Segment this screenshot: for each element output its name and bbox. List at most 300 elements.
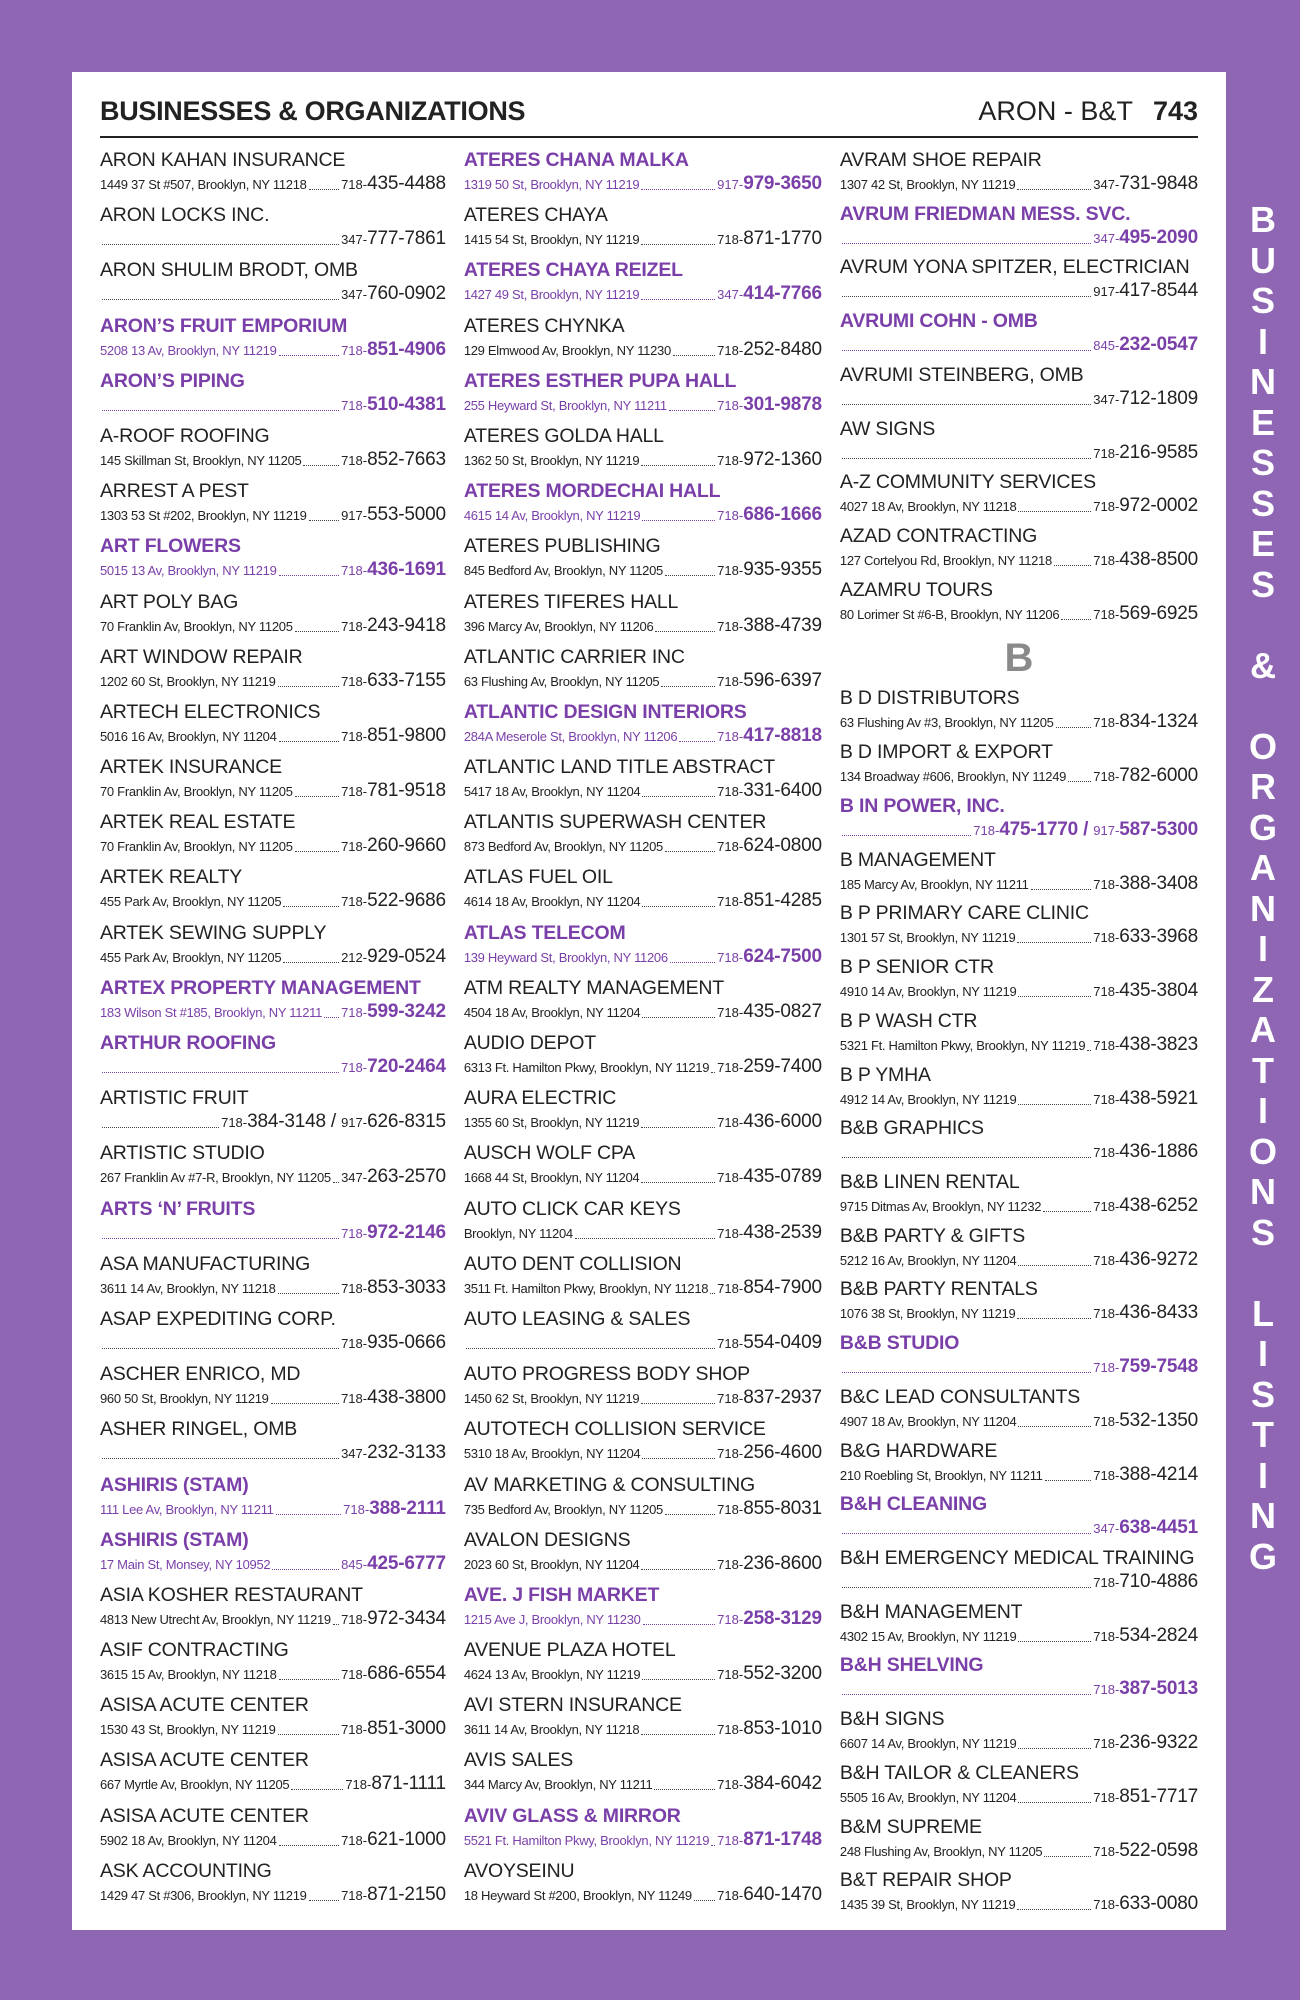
listing-detail xyxy=(840,388,1198,411)
dot-leader xyxy=(641,1569,715,1570)
phone-prefix: 718- xyxy=(1093,1628,1120,1644)
listing-phone xyxy=(1093,442,1198,465)
side-tab-label xyxy=(1226,200,1300,1820)
listing-name: ART POLY BAG xyxy=(100,590,239,613)
listing-address: 1303 53 St #202, Brooklyn, NY 11219 xyxy=(100,508,307,524)
dot-leader xyxy=(1018,1426,1091,1427)
phone-number: 853-3033 xyxy=(367,1276,446,1298)
listing-phone xyxy=(717,1056,822,1079)
listing-phone xyxy=(717,559,822,582)
phone-prefix: 718- xyxy=(1093,553,1120,569)
listing-detail xyxy=(464,173,822,196)
range-label: ARON - B&T xyxy=(978,95,1133,126)
phone-number: 436-9272 xyxy=(1119,1248,1198,1270)
phone-number: 871-1770 xyxy=(743,228,822,250)
listing-address: 185 Marcy Av, Brooklyn, NY 11211 xyxy=(839,876,1029,892)
listing-name: B&B PARTY RENTALS xyxy=(839,1278,1038,1301)
listing-detail xyxy=(464,1277,822,1300)
phone-prefix: 718- xyxy=(1093,1736,1120,1752)
phone-number: 384-3148 xyxy=(247,1111,326,1133)
listing-entry xyxy=(464,369,822,424)
phone-prefix: 718- xyxy=(341,1004,368,1020)
phone-number: 232-0547 xyxy=(1119,334,1198,356)
listing-detail xyxy=(100,1387,446,1410)
listing-entry xyxy=(840,1331,1198,1385)
listing-phone xyxy=(341,173,446,196)
listing-detail xyxy=(100,339,446,362)
side-letter: I xyxy=(1257,928,1268,969)
listing-detail xyxy=(840,1356,1198,1379)
side-letter: Z xyxy=(1252,968,1274,1010)
phone-prefix: 212- xyxy=(341,949,368,965)
listing-phone xyxy=(341,1829,446,1852)
listing-detail xyxy=(840,1517,1198,1540)
listing-address: 4624 13 Av, Brooklyn, NY 11219 xyxy=(463,1667,641,1683)
side-letter xyxy=(1258,605,1268,646)
listing-entry xyxy=(100,1804,446,1859)
listing-entry xyxy=(840,1116,1198,1170)
phone-prefix: 718- xyxy=(717,508,744,524)
listing-phone xyxy=(341,394,446,417)
listing-phone xyxy=(717,1442,822,1465)
phone-prefix: 718- xyxy=(1093,1145,1120,1161)
listing-address: 267 Franklin Av #7-R, Brooklyn, NY 11205 xyxy=(100,1170,331,1186)
listing-entry xyxy=(464,1748,822,1803)
listing-name: A-ROOF ROOFING xyxy=(100,424,270,447)
phone-prefix: 718- xyxy=(717,1060,744,1075)
listing-phone xyxy=(341,559,446,582)
phone-number: 252-8480 xyxy=(743,338,822,360)
listing-name: ARTISTIC FRUIT xyxy=(100,1087,249,1110)
dot-leader xyxy=(1087,1050,1091,1051)
listing-detail xyxy=(464,1056,822,1079)
listing-address: 80 Lorimer St #6-B, Brooklyn, NY 11206 xyxy=(839,606,1060,622)
listing-phone xyxy=(1093,1141,1198,1164)
listing-detail xyxy=(100,1663,446,1686)
listing-entry xyxy=(100,148,446,203)
phone-prefix: 718- xyxy=(717,1115,744,1131)
dot-leader xyxy=(1017,1318,1091,1319)
listing-phone xyxy=(341,670,446,693)
phone-number: 263-2570 xyxy=(367,1166,446,1188)
listing-detail xyxy=(464,1829,822,1852)
phone-prefix: 718- xyxy=(1093,876,1120,892)
dot-leader xyxy=(641,1127,715,1128)
listing-detail xyxy=(100,1498,446,1521)
phone-prefix: 718- xyxy=(717,1446,744,1462)
listing-detail xyxy=(840,1249,1198,1272)
dot-leader xyxy=(324,1017,339,1018)
phone-prefix: 718- xyxy=(717,1667,744,1683)
listing-detail xyxy=(464,283,822,306)
listing-name: AVE. J FISH MARKET xyxy=(463,1583,660,1606)
dot-leader xyxy=(842,458,1091,459)
listing-entry xyxy=(100,590,446,645)
listing-entry xyxy=(100,810,446,865)
phone-prefix: 718- xyxy=(341,1722,368,1738)
listing-phone xyxy=(1093,280,1198,303)
listing-address: 210 Roebling St, Brooklyn, NY 11211 xyxy=(839,1467,1043,1483)
listing-detail xyxy=(840,1302,1198,1325)
listing-entry xyxy=(464,1141,822,1196)
listing-entry xyxy=(840,1492,1198,1546)
listing-name: B&G HARDWARE xyxy=(839,1439,998,1462)
phone-number: 852-7663 xyxy=(367,448,446,470)
listing-phone xyxy=(717,780,822,803)
dot-leader xyxy=(283,906,339,907)
phone-number: 686-1666 xyxy=(743,504,822,526)
dot-leader xyxy=(102,1348,339,1349)
listing-phone xyxy=(1093,873,1198,896)
phone-prefix: 718- xyxy=(341,452,368,468)
phone-number: 640-1470 xyxy=(743,1883,822,1905)
dot-leader xyxy=(710,1293,715,1294)
side-letter: E xyxy=(1250,401,1275,443)
listing-phone xyxy=(717,835,822,858)
listing-phone xyxy=(717,449,822,472)
listing-name: AUSCH WOLF CPA xyxy=(463,1142,636,1165)
listing-detail xyxy=(464,890,822,913)
listing-name: B&C LEAD CONSULTANTS xyxy=(839,1385,1081,1408)
listing-detail xyxy=(100,1277,446,1300)
listing-name: AUTO DENT COLLISION xyxy=(463,1252,682,1275)
listing-phone xyxy=(341,1608,446,1631)
phone-number: 851-9800 xyxy=(367,724,446,746)
listing-address: 1076 38 St, Brooklyn, NY 11219 xyxy=(839,1306,1016,1322)
listing-entry xyxy=(100,1141,446,1196)
listing-name: B IN POWER, INC. xyxy=(839,794,1005,817)
listing-name: ARTS ‘N’ FRUITS xyxy=(100,1197,256,1220)
listing-name: B MANAGEMENT xyxy=(839,848,996,871)
listing-detail xyxy=(840,819,1198,842)
listing-phone xyxy=(1093,388,1198,411)
phone-number: 712-1809 xyxy=(1119,387,1198,409)
listing-name: ASAP EXPEDITING CORP. xyxy=(100,1307,336,1330)
listing-address: 4910 14 Av, Brooklyn, NY 11219 xyxy=(839,984,1017,1000)
phone-prefix: 718- xyxy=(717,397,744,413)
phone-prefix: 718- xyxy=(717,1391,744,1407)
listing-address: 4302 15 Av, Brooklyn, NY 11219 xyxy=(839,1628,1017,1644)
listing-phone xyxy=(1093,227,1198,250)
listing-detail xyxy=(464,780,822,803)
listing-phone xyxy=(717,283,822,306)
dot-leader xyxy=(278,686,340,687)
listing-detail xyxy=(100,173,446,196)
listing-name: ASIF CONTRACTING xyxy=(100,1639,289,1662)
side-letter: A xyxy=(1250,1009,1276,1050)
listing-phone xyxy=(717,1001,822,1024)
listing-entry xyxy=(100,369,446,424)
dot-leader xyxy=(641,244,715,245)
listing-address: 1530 43 St, Brooklyn, NY 11219 xyxy=(100,1722,276,1738)
listing-entry xyxy=(840,255,1198,309)
listing-name: ATERES PUBLISHING xyxy=(463,535,661,558)
listing-name: ASISA ACUTE CENTER xyxy=(100,1749,309,1772)
dot-leader xyxy=(642,520,715,521)
phone-prefix: 718- xyxy=(341,1335,368,1351)
dot-leader xyxy=(1017,942,1091,943)
listing-detail xyxy=(464,1332,822,1355)
listing-address: 1202 60 St, Brooklyn, NY 11219 xyxy=(100,673,276,689)
listing-address: 6607 14 Av, Brooklyn, NY 11219 xyxy=(839,1736,1017,1752)
listing-entry xyxy=(840,1815,1198,1869)
listing-address: 18 Heyward St #200, Brooklyn, NY 11249 xyxy=(463,1887,692,1903)
listing-detail xyxy=(100,890,446,913)
phone-number: 777-7861 xyxy=(367,228,446,250)
side-letter: I xyxy=(1257,1090,1268,1131)
dot-leader xyxy=(642,906,715,907)
dot-leader xyxy=(1061,619,1091,620)
listing-entry xyxy=(100,700,446,755)
dot-leader xyxy=(303,465,339,466)
phone-prefix: 718- xyxy=(717,1501,744,1517)
dot-leader xyxy=(309,520,340,521)
listing-name: ATERES TIFERES HALL xyxy=(463,590,679,613)
dot-leader xyxy=(842,243,1091,244)
listing-detail xyxy=(100,1332,446,1355)
listing-phone xyxy=(717,394,822,417)
phone-prefix: 917- xyxy=(1093,284,1120,300)
phone-prefix: 718- xyxy=(717,784,744,800)
listing-detail xyxy=(840,280,1198,303)
listing-detail xyxy=(840,549,1198,572)
phone-number: 972-0002 xyxy=(1119,495,1198,517)
listing-name: B P SENIOR CTR xyxy=(839,956,994,979)
dot-leader xyxy=(654,1789,715,1790)
listing-entry xyxy=(464,921,822,976)
listing-name: ASHIRIS (STAM) xyxy=(100,1473,249,1496)
dot-leader xyxy=(679,741,715,742)
phone-number: 569-6925 xyxy=(1119,602,1198,624)
side-letter: U xyxy=(1250,239,1276,281)
phone-prefix: 718- xyxy=(717,673,744,689)
listing-phone xyxy=(341,1884,446,1907)
listing-phone xyxy=(717,1718,822,1741)
dot-leader xyxy=(842,1157,1091,1158)
listing-address: 4614 18 Av, Brooklyn, NY 11204 xyxy=(463,894,641,910)
phone-number: 475-1770 xyxy=(999,818,1079,840)
dot-leader xyxy=(309,189,340,190)
listing-entry xyxy=(840,363,1198,417)
phone-number: 929-0524 xyxy=(367,945,446,967)
phone-number: 851-4285 xyxy=(743,890,822,912)
listing-address: 1307 42 St, Brooklyn, NY 11219 xyxy=(839,177,1016,192)
listing-detail xyxy=(464,339,822,362)
dot-leader xyxy=(655,631,715,632)
listing-phone xyxy=(343,1498,446,1521)
side-letter: E xyxy=(1250,523,1275,564)
phone-prefix: 718- xyxy=(1093,769,1120,785)
listing-address: 284A Meserole St, Brooklyn, NY 11206 xyxy=(463,728,678,744)
listing-detail xyxy=(464,835,822,858)
listing-phone xyxy=(341,504,446,527)
dot-leader xyxy=(1044,1856,1091,1857)
listing-name: B&H CLEANING xyxy=(839,1493,988,1516)
listing-entry xyxy=(100,1528,446,1583)
listing-address: 3611 14 Av, Brooklyn, NY 11218 xyxy=(100,1280,276,1296)
phone-number: 851-3000 xyxy=(367,1718,446,1740)
listing-address: 4907 18 Av, Brooklyn, NY 11204 xyxy=(839,1413,1017,1429)
listing-detail xyxy=(464,1884,822,1907)
listing-entry xyxy=(464,590,822,645)
listing-entry xyxy=(100,1307,446,1362)
listing-name: ASHER RINGEL, OMB xyxy=(100,1418,298,1441)
listing-detail xyxy=(464,1663,822,1686)
listing-phone xyxy=(341,780,446,803)
listing-phone xyxy=(717,1332,822,1355)
phone-number: 387-5013 xyxy=(1119,1678,1198,1700)
dot-leader xyxy=(102,1458,339,1459)
phone-number: 552-3200 xyxy=(743,1663,822,1685)
listing-phone xyxy=(717,725,822,748)
listing-address: 145 Skillman St, Brooklyn, NY 11205 xyxy=(100,452,302,468)
side-letter: S xyxy=(1250,563,1275,605)
listing-address: 111 Lee Av, Brooklyn, NY 11211 xyxy=(100,1501,274,1517)
phone-prefix: 718- xyxy=(1093,930,1120,946)
phone-prefix: 917- xyxy=(341,1115,368,1131)
phone-prefix: 718- xyxy=(717,1335,744,1351)
phone-number: 388-4214 xyxy=(1119,1463,1198,1485)
dot-leader xyxy=(309,1900,340,1901)
side-letter: I xyxy=(1257,1454,1268,1496)
listing-entry xyxy=(840,955,1198,1009)
page-header xyxy=(100,86,1198,138)
side-letter: S xyxy=(1250,280,1275,321)
listing-name: ARTEK INSURANCE xyxy=(100,756,282,779)
listing-phone xyxy=(341,725,446,748)
phone-number: 621-1000 xyxy=(367,1828,446,1850)
listing-name: AVRUMI COHN - OMB xyxy=(839,310,1038,333)
listing-detail xyxy=(464,1773,822,1796)
dot-leader xyxy=(102,1238,339,1239)
phone-number: 435-4488 xyxy=(367,173,446,194)
side-letter: S xyxy=(1250,442,1275,483)
dot-leader xyxy=(641,299,715,300)
listing-columns xyxy=(100,148,1198,1922)
phone-number: 834-1324 xyxy=(1119,711,1198,733)
listing-name: AZAD CONTRACTING xyxy=(839,525,1038,548)
dot-leader xyxy=(575,1238,715,1239)
dot-leader xyxy=(295,796,339,797)
phone-number: 633-3968 xyxy=(1119,926,1198,948)
phone-prefix: 718- xyxy=(1093,1467,1120,1483)
listing-name: AV MARKETING & CONSULTING xyxy=(463,1473,755,1496)
dot-leader xyxy=(711,1845,715,1846)
side-letter: S xyxy=(1250,1373,1275,1415)
listing-entry xyxy=(100,865,446,920)
phone-number: 837-2937 xyxy=(743,1387,822,1409)
phone-prefix: 718- xyxy=(717,232,744,248)
phone-prefix: 718- xyxy=(1093,1789,1120,1805)
listing-address: 70 Franklin Av, Brooklyn, NY 11205 xyxy=(100,784,293,800)
listing-address: 1319 50 St, Brooklyn, NY 11219 xyxy=(463,177,640,192)
listing-address: 873 Bedford Av, Brooklyn, NY 11205 xyxy=(463,839,663,855)
listing-name: ASHIRIS (STAM) xyxy=(100,1528,249,1551)
phone-number: 782-6000 xyxy=(1119,765,1198,787)
listing-name: AVRUMI STEINBERG, OMB xyxy=(839,363,1084,386)
listing-name: B&H TAILOR & CLEANERS xyxy=(839,1761,1079,1784)
listing-phone xyxy=(341,615,446,638)
listing-name: ATLAS FUEL OIL xyxy=(463,866,613,889)
phone-prefix: 718- xyxy=(1093,1306,1120,1322)
listing-entry xyxy=(840,1224,1198,1278)
listing-name: ATLAS TELECOM xyxy=(463,921,626,944)
listing-name: ARTECH ELECTRONICS xyxy=(100,700,321,723)
listing-entry xyxy=(464,1693,822,1748)
listing-address: 845 Bedford Av, Brooklyn, NY 11205 xyxy=(463,563,663,579)
listing-address: 183 Wilson St #185, Brooklyn, NY 11211 xyxy=(100,1004,323,1020)
phone-prefix: 718- xyxy=(341,1832,368,1848)
listing-phone xyxy=(717,670,822,693)
phone-number: 871-1111 xyxy=(371,1773,446,1795)
phone-number: 414-7766 xyxy=(743,283,822,305)
listing-entry xyxy=(100,755,446,810)
listing-entry xyxy=(100,1197,446,1252)
side-letter: I xyxy=(1257,1333,1268,1374)
listing-name: ATERES ESTHER PUPA HALL xyxy=(463,369,737,392)
listing-address: 5521 Ft. Hamilton Pkwy, Brooklyn, NY 11219 xyxy=(463,1832,710,1848)
phone-prefix: 718- xyxy=(717,1887,744,1903)
phone-number: 686-6554 xyxy=(367,1663,446,1685)
listing-entry xyxy=(840,1385,1198,1439)
listing-entry xyxy=(464,1638,822,1693)
listing-entry xyxy=(464,314,822,369)
listing-entry xyxy=(100,1473,446,1528)
listing-entry xyxy=(100,424,446,479)
listing-address: 344 Marcy Av, Brooklyn, NY 11211 xyxy=(463,1777,653,1793)
listing-name: ARON SHULIM BRODT, OMB xyxy=(100,259,358,282)
listing-detail xyxy=(840,765,1198,788)
listing-detail xyxy=(464,1001,822,1024)
listing-address: 5505 16 Av, Brooklyn, NY 11204 xyxy=(839,1789,1017,1805)
dot-leader xyxy=(711,1072,715,1073)
listing-name: B P PRIMARY CARE CLINIC xyxy=(839,902,1089,925)
listing-detail xyxy=(100,1553,446,1576)
listing-detail xyxy=(100,615,446,638)
phone-prefix: 347- xyxy=(341,232,368,248)
listing-detail xyxy=(464,449,822,472)
listing-address: 735 Bedford Av, Brooklyn, NY 11205 xyxy=(463,1501,663,1517)
dot-leader xyxy=(661,686,715,687)
listing-entry xyxy=(100,1748,446,1803)
listing-detail xyxy=(100,1056,446,1079)
dot-leader xyxy=(276,1514,342,1515)
listing-detail xyxy=(840,1034,1198,1057)
phone-prefix: 718- xyxy=(1093,445,1120,461)
side-letter: S xyxy=(1250,1211,1275,1253)
listing-entry xyxy=(464,1086,822,1141)
side-letter: I xyxy=(1257,320,1268,362)
dot-leader xyxy=(669,410,715,411)
phone-prefix: 718- xyxy=(717,618,744,634)
listing-phone xyxy=(1093,1088,1198,1111)
listing-entry xyxy=(464,534,822,589)
listing-entry xyxy=(840,1546,1198,1600)
listing-detail xyxy=(840,980,1198,1003)
listing-address: 3615 15 Av, Brooklyn, NY 11218 xyxy=(100,1667,277,1683)
listing-entry xyxy=(100,534,446,589)
listing-name: ATLANTIC CARRIER INC xyxy=(463,645,685,668)
listing-detail xyxy=(840,926,1198,949)
phone-number: 760-0902 xyxy=(367,283,446,305)
dot-leader xyxy=(842,1587,1091,1588)
phone-number: 438-5921 xyxy=(1119,1087,1198,1109)
listing-name: ARON’S PIPING xyxy=(100,369,245,392)
listing-phone xyxy=(341,1166,446,1189)
listing-name: AUTOTECH COLLISION SERVICE xyxy=(463,1418,766,1441)
listing-name: ATLANTIC LAND TITLE ABSTRACT xyxy=(463,756,775,779)
listing-detail xyxy=(464,1111,822,1134)
